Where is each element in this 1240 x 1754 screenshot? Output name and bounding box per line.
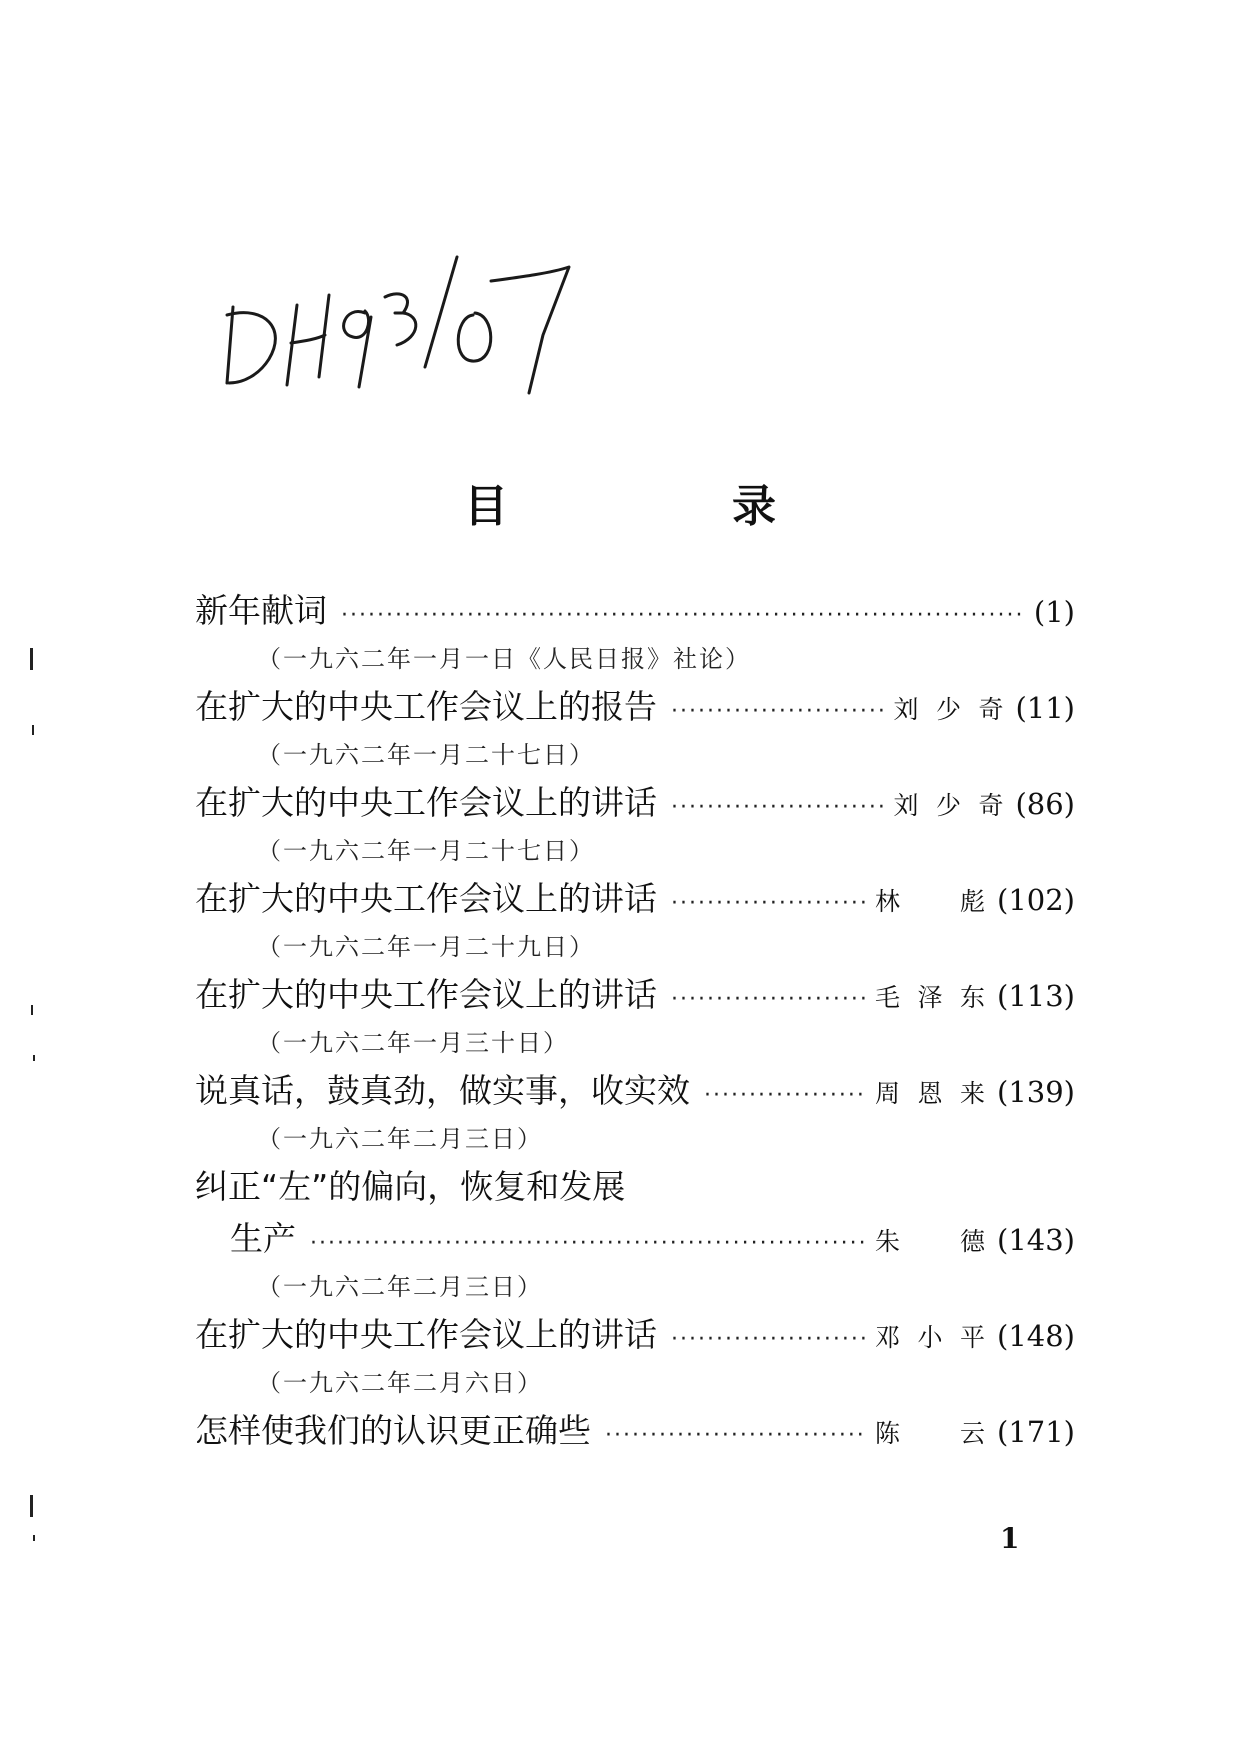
toc-entry[interactable]	[195, 681, 1075, 777]
toc-entry-date: （一九六二年一月二十七日）	[257, 741, 595, 769]
toc-entry-title-line1: 纠正“左”的偏向，恢复和发展	[195, 1167, 626, 1206]
toc-entry-page: (171)	[997, 1415, 1075, 1449]
scan-mark	[33, 1055, 35, 1061]
toc-entry-page: (102)	[997, 883, 1075, 917]
toc-entry-title: 在扩大的中央工作会议上的讲话	[195, 879, 657, 918]
toc-dot-leader	[671, 686, 883, 738]
toc-dot-leader	[605, 1410, 865, 1462]
toc-entry-title: 新年献词	[195, 591, 327, 630]
toc-entry[interactable]	[195, 969, 1075, 1065]
toc-entry[interactable]	[195, 1309, 1075, 1405]
scan-mark	[31, 1005, 33, 1015]
toc-dot-leader	[310, 1218, 865, 1270]
toc-entry-date: （一九六二年二月三日）	[257, 1125, 543, 1153]
toc-entry-title: 说真话，鼓真劲，做实事，收实效	[195, 1071, 690, 1110]
toc-entry-page: (11)	[1015, 691, 1075, 725]
toc-entry-page: (143)	[997, 1223, 1075, 1257]
toc-entry[interactable]	[195, 1405, 1075, 1457]
toc-entry-author: 刘少奇	[893, 695, 1004, 724]
toc-entry-page: (113)	[997, 979, 1075, 1013]
toc-dot-leader	[671, 974, 865, 1026]
toc-entry-author: 周恩来	[875, 1079, 986, 1108]
toc-entry-title: 在扩大的中央工作会议上的讲话	[195, 783, 657, 822]
page-title: 目 录	[464, 481, 866, 532]
toc-dot-leader	[671, 878, 865, 930]
toc-entry-author: 陈 云	[875, 1419, 986, 1448]
toc-entry[interactable]	[195, 1065, 1075, 1161]
toc-entry-author: 朱 德	[875, 1227, 986, 1256]
scan-mark	[30, 648, 33, 670]
toc-entry-title: 怎样使我们的认识更正确些	[195, 1411, 591, 1450]
scan-mark	[33, 1535, 35, 1541]
toc-entry-author: 邓小平	[875, 1323, 986, 1352]
toc-entry-author: 林 彪	[875, 887, 986, 916]
page-number: 1	[1000, 1522, 1020, 1555]
scan-mark	[32, 725, 34, 735]
toc-entry-date: （一九六二年一月二十九日）	[257, 933, 595, 961]
toc-entry-date: （一九六二年一月三十日）	[257, 1029, 569, 1057]
toc-entry-date: （一九六二年一月一日《人民日报》社论）	[257, 645, 751, 673]
handwritten-call-number	[225, 255, 595, 405]
handwritten-call-number-drawing	[225, 255, 595, 405]
toc-entry-author: 毛泽东	[875, 983, 986, 1012]
toc-entry-title: 生产	[230, 1219, 296, 1258]
toc-entry[interactable]	[195, 585, 1075, 681]
table-of-contents	[195, 585, 1075, 1457]
toc-entry-page: (1)	[1033, 595, 1075, 629]
toc-entry-page: (86)	[1015, 787, 1075, 821]
scan-mark	[30, 1495, 33, 1517]
toc-entry-page: (148)	[997, 1319, 1075, 1353]
toc-entry[interactable]	[195, 777, 1075, 873]
toc-dot-leader	[671, 782, 883, 834]
toc-entry-date: （一九六二年一月二十七日）	[257, 837, 595, 865]
toc-entry-title: 在扩大的中央工作会议上的报告	[195, 687, 657, 726]
toc-entry-page: (139)	[997, 1075, 1075, 1109]
toc-dot-leader	[704, 1070, 865, 1122]
toc-entry-title: 在扩大的中央工作会议上的讲话	[195, 975, 657, 1014]
toc-entry-title: 在扩大的中央工作会议上的讲话	[195, 1315, 657, 1354]
toc-entry-date: （一九六二年二月六日）	[257, 1369, 543, 1397]
toc-entry-author: 刘少奇	[893, 791, 1004, 820]
toc-dot-leader	[341, 590, 1024, 642]
toc-entry[interactable]	[195, 873, 1075, 969]
toc-entry-date: （一九六二年二月三日）	[257, 1273, 543, 1301]
toc-entry[interactable]	[195, 1161, 1075, 1309]
toc-dot-leader	[671, 1314, 865, 1366]
